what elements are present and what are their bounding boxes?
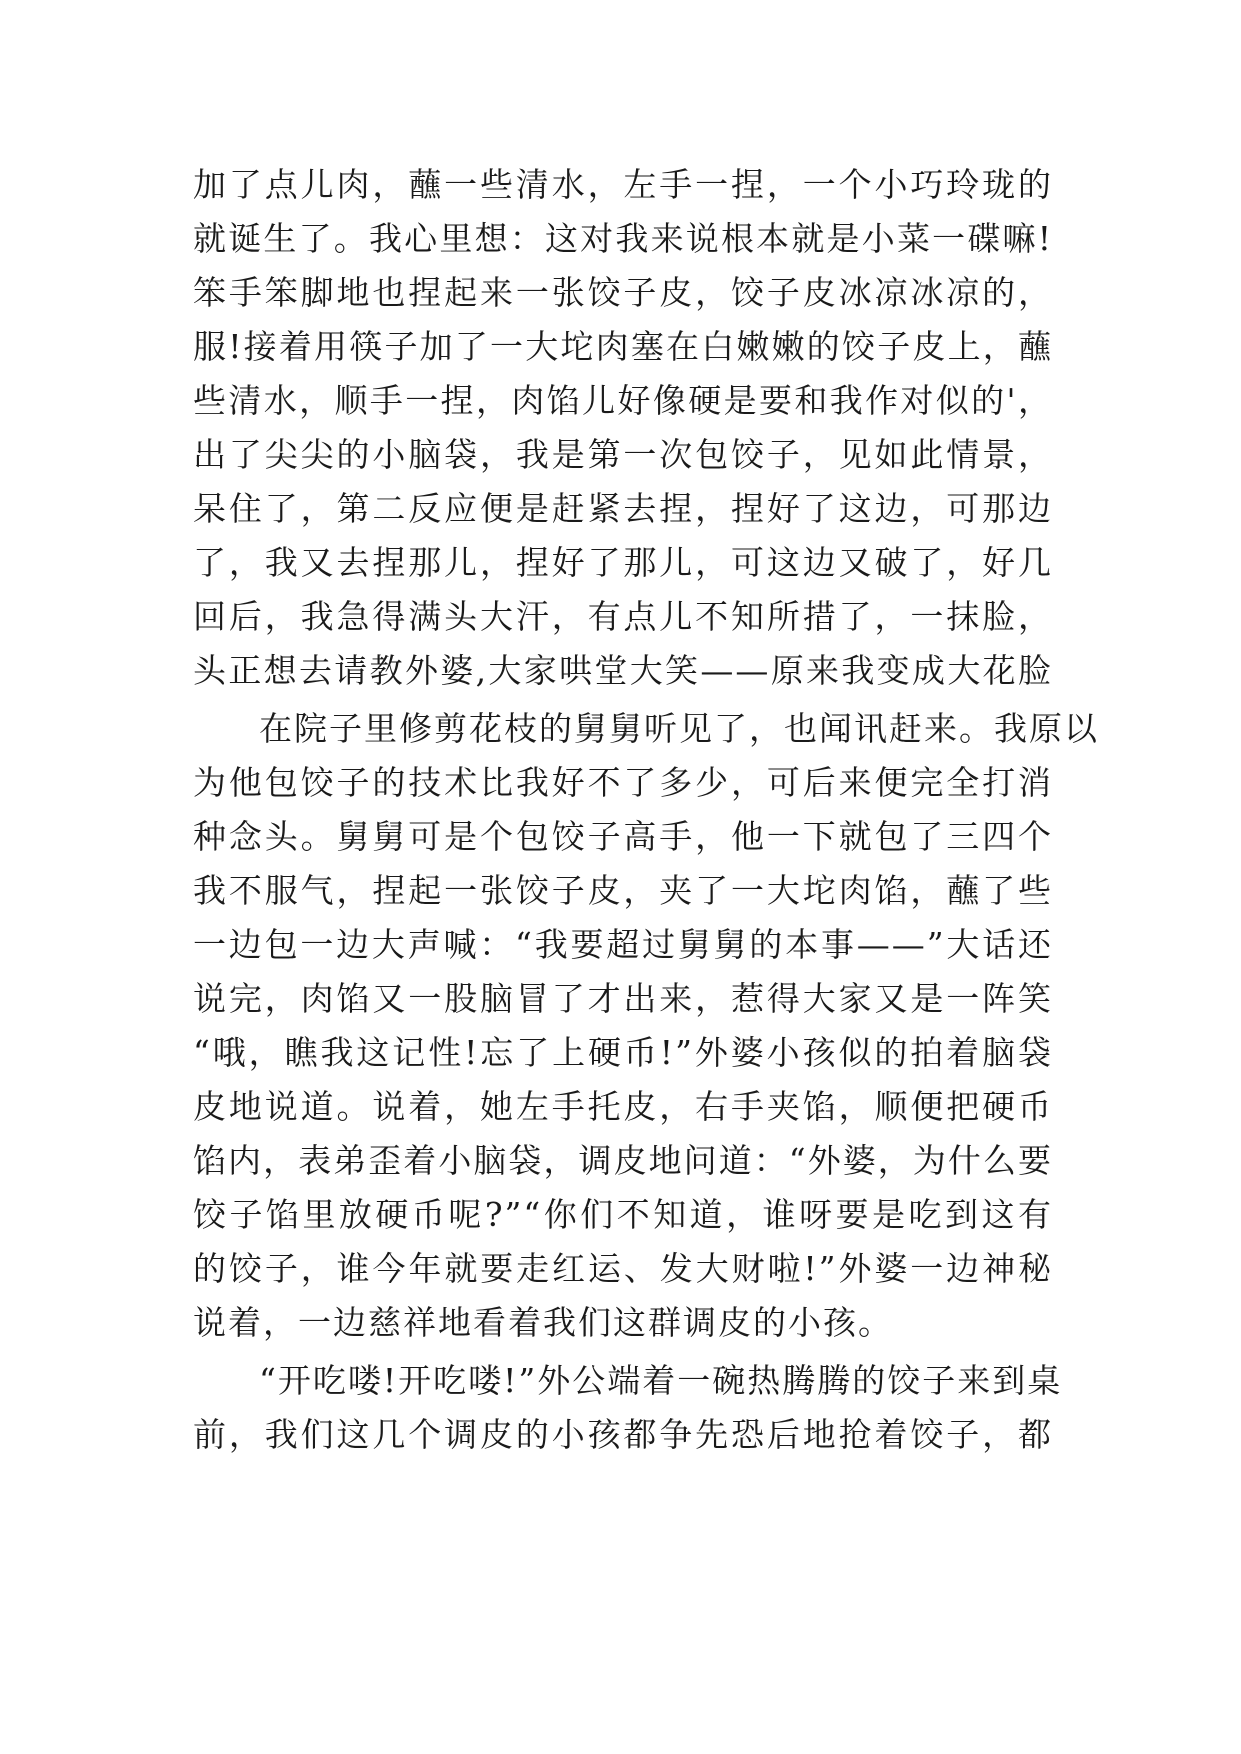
text-line: 为他包饺子的技术比我好不了多少，可后来便完全打消 [193, 763, 1053, 802]
text-line: 回后，我急得满头大汗，有点儿不知所措了，一抹脸， [193, 597, 1053, 636]
text-line: 种念头。舅舅可是个包饺子高手，他一下就包了三四个 [193, 817, 1053, 856]
text-line: 我不服气，捏起一张饺子皮，夹了一大坨肉馅，蘸了些 [193, 871, 1053, 910]
text-line: 呆住了，第二反应便是赶紧去捏，捏好了这边，可那边 [193, 489, 1053, 528]
text-line: 饺子馅里放硬币呢?”“你们不知道，谁呀要是吃到这有 [193, 1195, 1053, 1234]
text-line: 服!接着用筷子加了一大坨肉塞在白嫩嫩的饺子皮上，蘸 [193, 327, 1053, 366]
text-line: 加了点儿肉，蘸一些清水，左手一捏，一个小巧玲珑的 [193, 165, 1053, 204]
paragraph-start-line: “开吃喽!开吃喽!”外公端着一碗热腾腾的饺子来到桌 [259, 1361, 1063, 1400]
text-line: 说完，肉馅又一股脑冒了才出来，惹得大家又是一阵笑 [193, 979, 1053, 1018]
text-line: 说着，一边慈祥地看着我们这群调皮的小孩。 [193, 1303, 893, 1342]
text-line: 笨手笨脚地也捏起来一张饺子皮，饺子皮冰凉冰凉的， [193, 273, 1053, 312]
text-line: 就诞生了。我心里想：这对我来说根本就是小菜一碟嘛! [193, 219, 1053, 258]
text-line: 的饺子，谁今年就要走红运、发大财啦!”外婆一边神秘 [193, 1249, 1053, 1288]
text-line: 前，我们这几个调皮的小孩都争先恐后地抢着饺子，都 [193, 1415, 1053, 1454]
body-text [193, 158, 1099, 1462]
text-line: 皮地说道。说着，她左手托皮，右手夹馅，顺便把硬币 [193, 1087, 1053, 1126]
text-line: 馅内，表弟歪着小脑袋，调皮地问道：“外婆，为什么要 [193, 1141, 1053, 1180]
text-line: 些清水，顺手一捏，肉馅儿好像硬是要和我作对似的'， [193, 381, 1053, 420]
text-line: 一边包一边大声喊：“我要超过舅舅的本事——”大话还 [193, 925, 1053, 964]
paragraph-start-line: 在院子里修剪花枝的舅舅听见了，也闻讯赶来。我原以 [259, 709, 1099, 748]
text-line: “哦，瞧我这记性!忘了上硬币!”外婆小孩似的拍着脑袋 [193, 1033, 1053, 1072]
text-line: 头正想去请教外婆,大家哄堂大笑——原来我变成大花脸 [193, 651, 1053, 690]
text-line: 了，我又去捏那儿，捏好了那儿，可这边又破了，好几 [193, 543, 1053, 582]
text-line: 出了尖尖的小脑袋，我是第一次包饺子，见如此情景， [193, 435, 1053, 474]
